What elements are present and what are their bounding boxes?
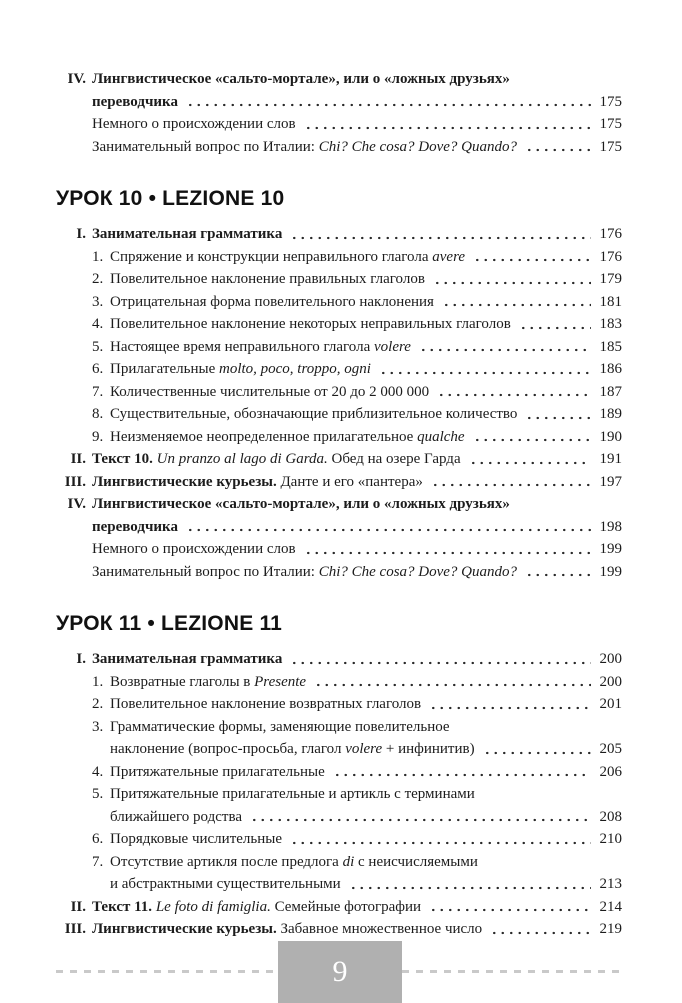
dot-leader bbox=[427, 693, 591, 716]
toc-entry-run: Возвратные глаголы в bbox=[110, 673, 255, 690]
toc-entry-page: 181 bbox=[599, 293, 622, 310]
toc-entry-run: Лингвистические курьезы. bbox=[92, 473, 277, 490]
toc-entry-run: Обед на озере Гарда bbox=[327, 451, 461, 467]
toc-entry-marker: III. bbox=[64, 473, 86, 490]
dot-leader bbox=[417, 336, 591, 359]
toc-entry-text bbox=[110, 783, 475, 806]
toc-entry-run: + инфинитив) bbox=[382, 741, 475, 757]
dot-leader bbox=[331, 761, 591, 784]
toc-entry-run: переводчика bbox=[92, 93, 178, 110]
toc-entry-run: Un pranzo al lago di Garda. bbox=[156, 451, 328, 467]
toc-entry-run: с неисчисляемыми bbox=[354, 853, 478, 870]
dot-leader bbox=[431, 268, 591, 291]
toc-entry-marker: 2. bbox=[92, 696, 104, 712]
toc-entry-marker: 1. bbox=[92, 248, 104, 265]
toc-entry bbox=[56, 896, 622, 919]
dot-leader bbox=[471, 426, 591, 449]
toc-entry bbox=[56, 716, 622, 739]
toc-entry-marker: 5. bbox=[92, 338, 104, 355]
toc-entry-marker: 7. bbox=[92, 383, 104, 400]
toc-entry-run: Повелительное наклонение некоторых неправильных глаголов bbox=[110, 316, 511, 332]
toc-entry-marker: 5. bbox=[92, 786, 104, 802]
toc-entry-run: volere bbox=[345, 741, 383, 757]
toc-entry bbox=[56, 358, 622, 381]
toc-entry-page: 201 bbox=[599, 696, 622, 712]
toc-entry-text bbox=[92, 918, 482, 941]
toc-entry-page: 213 bbox=[599, 876, 622, 892]
toc-entry-page: 199 bbox=[599, 563, 622, 580]
toc-entry-page: 208 bbox=[599, 808, 622, 825]
toc-entry-text bbox=[110, 738, 475, 761]
toc-entry-run: Существительные, обозначающие приблизительное количество bbox=[110, 406, 518, 422]
toc-entry-run: Прилагательные bbox=[110, 361, 219, 377]
toc-entry bbox=[56, 516, 622, 539]
toc-entry-marker: 9. bbox=[92, 428, 104, 445]
toc-entry-page: 191 bbox=[599, 451, 622, 467]
toc-entry bbox=[56, 648, 622, 671]
toc-entry-run: Chi? Che cosa? Dove? Quando? bbox=[318, 563, 518, 580]
toc-entry-marker: 4. bbox=[92, 316, 104, 332]
toc-entry bbox=[56, 851, 622, 874]
page-footer bbox=[0, 941, 682, 1003]
toc-entry-page: 175 bbox=[599, 93, 622, 110]
toc-entry-text bbox=[110, 403, 517, 426]
toc-entry-text bbox=[92, 538, 296, 561]
toc-entry-page: 205 bbox=[599, 741, 622, 757]
toc-entry-text bbox=[110, 693, 421, 716]
toc-entry-run: Лингвистические курьезы. bbox=[92, 921, 277, 937]
toc-entry-marker: 4. bbox=[92, 763, 104, 780]
toc-entry-text bbox=[92, 471, 423, 494]
toc-entry-marker: 7. bbox=[92, 853, 104, 870]
toc-entry-run: di bbox=[342, 853, 355, 870]
toc-entry-run: Семейные фотографии bbox=[270, 898, 422, 915]
toc-entry bbox=[56, 268, 622, 291]
toc-entry bbox=[56, 873, 622, 896]
toc-entry-page: 183 bbox=[599, 316, 622, 332]
toc-entry-text bbox=[110, 358, 371, 381]
dot-leader bbox=[440, 291, 591, 314]
toc-entry-text bbox=[92, 561, 517, 584]
toc-entry-text bbox=[92, 91, 178, 114]
toc-entry-text bbox=[92, 493, 510, 516]
toc-entry-page: 189 bbox=[599, 406, 622, 422]
dot-leader bbox=[302, 538, 591, 561]
dot-leader bbox=[347, 873, 591, 896]
toc-entry-page: 206 bbox=[599, 763, 622, 780]
toc-entry-run: Presente bbox=[254, 673, 307, 690]
toc-entry-run: Настоящее время неправильного глагола bbox=[110, 338, 374, 355]
toc-entry-run: Немного о происхождении слов bbox=[92, 541, 296, 557]
toc-entry-run: наклонение (вопрос-просьба, глагол bbox=[110, 741, 346, 757]
toc-entry-text bbox=[92, 136, 517, 159]
toc-entry-run: Лингвистическое «сальто-мортале», или о «ложных друзьях» bbox=[92, 496, 510, 512]
toc-entry bbox=[56, 313, 622, 336]
toc-entry bbox=[56, 493, 622, 516]
toc-section bbox=[56, 186, 622, 583]
dot-leader bbox=[377, 358, 591, 381]
toc-entry-run: ближайшего родства bbox=[110, 808, 243, 825]
toc-entry-page: 190 bbox=[599, 428, 622, 445]
toc-entry bbox=[56, 671, 622, 694]
toc-entry-run: Притяжательные прилагательные и артикль с терминами bbox=[110, 786, 475, 802]
toc-entry-run: qualche bbox=[417, 428, 465, 445]
toc-entry-run: avere bbox=[432, 248, 466, 265]
section-heading: УРОК 11 • LEZIONE 11 bbox=[56, 612, 283, 635]
toc-entry-text bbox=[92, 448, 461, 471]
toc-entry-run: Забавное множественное число bbox=[276, 921, 483, 937]
toc-entry-run: Текст 10. bbox=[92, 451, 157, 467]
toc-entry-marker: IV. bbox=[67, 71, 86, 87]
toc-entry-run: Повелительное наклонение правильных глаголов bbox=[110, 271, 425, 287]
dot-leader bbox=[427, 896, 591, 919]
toc-entry bbox=[56, 336, 622, 359]
toc-entry bbox=[56, 403, 622, 426]
dot-leader bbox=[429, 471, 591, 494]
toc-entry bbox=[56, 828, 622, 851]
toc-entry-text bbox=[110, 851, 478, 874]
toc-entry-run: Отсутствие артикля после предлога bbox=[110, 853, 343, 870]
dot-leader bbox=[467, 448, 591, 471]
toc-entry-page: 200 bbox=[599, 651, 622, 667]
dot-leader bbox=[302, 113, 591, 136]
toc-entry bbox=[56, 136, 622, 159]
toc-entry-run: переводчика bbox=[92, 518, 178, 535]
dot-leader bbox=[184, 516, 591, 539]
toc-entry-text bbox=[92, 68, 510, 91]
toc-entry-text bbox=[110, 336, 411, 359]
toc-entry-run: Занимательный вопрос по Италии: bbox=[92, 138, 319, 155]
toc-entry-run: Занимательная грамматика bbox=[92, 226, 283, 242]
toc-entry-text bbox=[110, 761, 325, 784]
toc-entry bbox=[56, 561, 622, 584]
toc-entry bbox=[56, 783, 622, 806]
toc-entry-page: 214 bbox=[599, 898, 622, 915]
toc-entry-page: 198 bbox=[599, 518, 622, 535]
toc-entry-run: Занимательная грамматика bbox=[92, 651, 283, 667]
toc-entry-text bbox=[110, 806, 242, 829]
dot-leader bbox=[288, 648, 591, 671]
dot-leader bbox=[523, 561, 591, 584]
toc-entry-run: Лингвистическое «сальто-мортале», или о «ложных друзьях» bbox=[92, 71, 510, 87]
toc-entry bbox=[56, 91, 622, 114]
toc-entry-page: 187 bbox=[599, 383, 622, 400]
dot-leader bbox=[523, 136, 591, 159]
toc-entry-marker: 8. bbox=[92, 406, 104, 422]
toc-entry-page: 199 bbox=[599, 541, 622, 557]
toc-entry-page: 175 bbox=[599, 138, 622, 155]
page-number: 9 bbox=[332, 954, 348, 988]
toc-entry-page: 175 bbox=[599, 116, 622, 132]
toc-entry-page: 176 bbox=[599, 226, 622, 242]
dot-leader bbox=[481, 738, 591, 761]
toc-entry bbox=[56, 381, 622, 404]
toc-entry-marker: I. bbox=[76, 651, 86, 667]
toc-entry-run: Занимательный вопрос по Италии: bbox=[92, 563, 319, 580]
toc-entry bbox=[56, 426, 622, 449]
dot-leader bbox=[435, 381, 591, 404]
toc-section bbox=[56, 68, 622, 158]
toc-entry bbox=[56, 761, 622, 784]
dot-leader bbox=[288, 223, 591, 246]
dashed-line-left bbox=[56, 970, 278, 973]
toc-entry-run: Порядковые числительные bbox=[110, 831, 283, 847]
toc-entry-text bbox=[110, 268, 425, 291]
toc-entry-page: 210 bbox=[599, 831, 622, 847]
dot-leader bbox=[184, 91, 591, 114]
toc-entry-run: Отрицательная форма повелительного наклонения bbox=[110, 293, 434, 310]
toc-entry bbox=[56, 68, 622, 91]
toc-entry-run: и абстрактными существительными bbox=[110, 876, 341, 892]
toc-entry-marker: 3. bbox=[92, 293, 104, 310]
toc-entry-marker: II. bbox=[70, 451, 86, 467]
toc-section bbox=[56, 611, 622, 941]
toc-entry-text bbox=[92, 648, 282, 671]
dot-leader bbox=[288, 828, 591, 851]
toc-entry-marker: 6. bbox=[92, 361, 104, 377]
section-heading: УРОК 10 • LEZIONE 10 bbox=[56, 187, 285, 210]
toc-entry-text bbox=[92, 516, 178, 539]
toc-entry-marker: II. bbox=[70, 898, 86, 915]
toc-entry-page: 176 bbox=[599, 248, 622, 265]
toc-entry-run: Количественные числительные от 20 до 2 000 000 bbox=[110, 383, 430, 400]
toc-entry-page: 186 bbox=[599, 361, 622, 377]
toc-entry-run: Притяжательные прилагательные bbox=[110, 763, 325, 780]
toc-entry-run: Повелительное наклонение возвратных глаголов bbox=[110, 696, 422, 712]
toc-entry bbox=[56, 291, 622, 314]
toc-entry-text bbox=[110, 828, 282, 851]
toc-entry-page: 200 bbox=[599, 673, 622, 690]
toc-entry-run: Данте и его «пантера» bbox=[276, 473, 423, 490]
toc-entry-text bbox=[110, 381, 429, 404]
toc-entry-text bbox=[110, 671, 306, 694]
toc-entry-run: volere bbox=[374, 338, 411, 355]
toc-entry-page: 219 bbox=[599, 921, 622, 937]
toc-entry bbox=[56, 113, 622, 136]
toc-entry-run: Спряжение и конструкции неправильного глагола bbox=[110, 248, 433, 265]
toc-entry-run: Chi? Che cosa? Dove? Quando? bbox=[318, 138, 518, 155]
toc-entry-text bbox=[110, 313, 511, 336]
toc-entry-run: Текст 11. bbox=[92, 898, 156, 915]
toc-entry bbox=[56, 693, 622, 716]
toc-entry-marker: IV. bbox=[67, 496, 86, 512]
toc-entry bbox=[56, 738, 622, 761]
toc-entry-marker: I. bbox=[76, 226, 86, 242]
toc-entry-run: Грамматические формы, заменяющие повелительное bbox=[110, 718, 450, 735]
toc-entry bbox=[56, 448, 622, 471]
dot-leader bbox=[312, 671, 591, 694]
toc-entry-text bbox=[110, 426, 465, 449]
toc-entry-page: 197 bbox=[599, 473, 622, 490]
toc bbox=[56, 68, 622, 941]
toc-entry-run: Le foto di famiglia. bbox=[155, 898, 271, 915]
toc-entry-marker: 1. bbox=[92, 673, 104, 690]
dot-leader bbox=[517, 313, 591, 336]
toc-entry-text bbox=[110, 291, 434, 314]
toc-entry bbox=[56, 538, 622, 561]
toc-entry bbox=[56, 223, 622, 246]
toc-entry-text bbox=[92, 223, 282, 246]
toc-entry-run: Неизменяемое неопределенное прилагательное bbox=[110, 428, 418, 445]
toc-entry-page: 185 bbox=[599, 338, 622, 355]
toc-entry-run: molto, poco, troppo, ogni bbox=[218, 361, 371, 377]
toc-entry-marker: 6. bbox=[92, 831, 104, 847]
toc-entry bbox=[56, 471, 622, 494]
toc-entry-marker: 2. bbox=[92, 271, 104, 287]
dot-leader bbox=[248, 806, 591, 829]
toc-entry-text bbox=[110, 246, 465, 269]
toc-entry bbox=[56, 246, 622, 269]
page-number-box bbox=[278, 941, 402, 1003]
toc-entry bbox=[56, 918, 622, 941]
dot-leader bbox=[488, 918, 591, 941]
dashed-line-right bbox=[402, 970, 624, 973]
toc-entry-text bbox=[110, 716, 450, 739]
dot-leader bbox=[523, 403, 591, 426]
toc-entry-run: Немного о происхождении слов bbox=[92, 116, 296, 132]
toc-entry-marker: 3. bbox=[92, 718, 104, 735]
toc-entry-text bbox=[92, 113, 296, 136]
toc-entry bbox=[56, 806, 622, 829]
toc-entry-page: 179 bbox=[599, 271, 622, 287]
dot-leader bbox=[471, 246, 591, 269]
toc-entry-text bbox=[92, 896, 421, 919]
toc-entry-marker: III. bbox=[64, 921, 86, 937]
toc-entry-text bbox=[110, 873, 341, 896]
